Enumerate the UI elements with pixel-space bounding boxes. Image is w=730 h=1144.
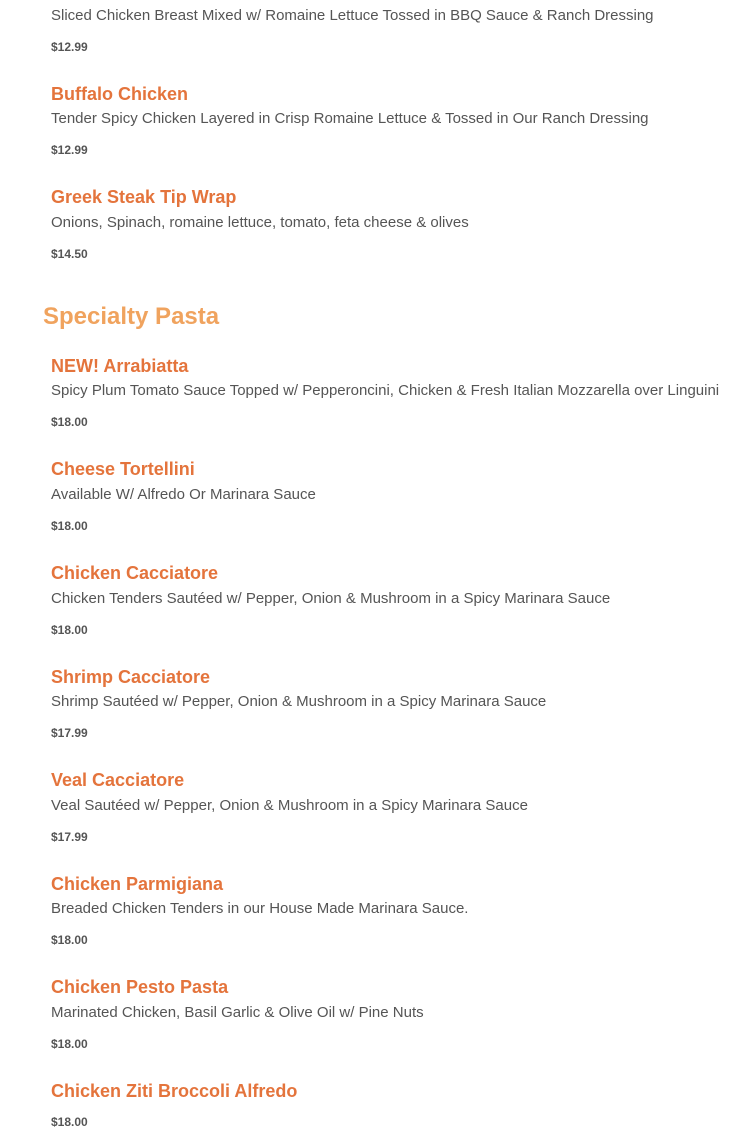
item-price: $14.50 <box>51 247 88 261</box>
item-price: $17.99 <box>51 726 88 740</box>
item-description: Marinated Chicken, Basil Garlic & Olive Oil w/ Pine Nuts <box>51 1004 424 1021</box>
item-description: Available W/ Alfredo Or Marinara Sauce <box>51 486 316 503</box>
item-price: $18.00 <box>51 519 88 533</box>
item-name: Veal Cacciatore <box>51 770 185 790</box>
item-price: $18.00 <box>51 415 88 429</box>
item-description: Breaded Chicken Tenders in our House Made Marinara Sauce. <box>51 900 469 917</box>
item-name: Chicken Ziti Broccoli Alfredo <box>51 1081 298 1101</box>
item-name: NEW! Arrabiatta <box>51 356 189 376</box>
item-description: Tender Spicy Chicken Layered in Crisp Romaine Lettuce & Tossed in Our Ranch Dressing <box>51 110 649 127</box>
item-price: $18.00 <box>51 1037 88 1051</box>
item-name: Chicken Pesto Pasta <box>51 977 229 997</box>
item-description: Spicy Plum Tomato Sauce Topped w/ Pepperoncini, Chicken & Fresh Italian Mozzarella over Linguini <box>51 382 720 399</box>
section-title-specialty-pasta: Specialty Pasta <box>43 303 220 330</box>
item-price: $12.99 <box>51 143 88 157</box>
item-name: Chicken Parmigiana <box>51 874 224 894</box>
item-description: Veal Sautéed w/ Pepper, Onion & Mushroom in a Spicy Marinara Sauce <box>51 797 528 814</box>
item-description: Onions, Spinach, romaine lettuce, tomato, feta cheese & olives <box>51 214 469 231</box>
item-description: Shrimp Sautéed w/ Pepper, Onion & Mushroom in a Spicy Marinara Sauce <box>51 693 547 710</box>
item-description: Sliced Chicken Breast Mixed w/ Romaine Lettuce Tossed in BBQ Sauce & Ranch Dressing <box>51 7 654 24</box>
item-name: Cheese Tortellini <box>51 459 195 479</box>
item-name: Greek Steak Tip Wrap <box>51 187 237 207</box>
item-name: Chicken Cacciatore <box>51 563 219 583</box>
item-name: Buffalo Chicken <box>51 84 189 104</box>
item-price: $12.99 <box>51 40 88 54</box>
item-name: Shrimp Cacciatore <box>51 667 211 687</box>
item-price: $18.00 <box>51 623 88 637</box>
item-description: Chicken Tenders Sautéed w/ Pepper, Onion & Mushroom in a Spicy Marinara Sauce <box>51 590 611 607</box>
item-price: $17.99 <box>51 830 88 844</box>
item-price: $18.00 <box>51 1115 88 1129</box>
item-price: $18.00 <box>51 933 88 947</box>
